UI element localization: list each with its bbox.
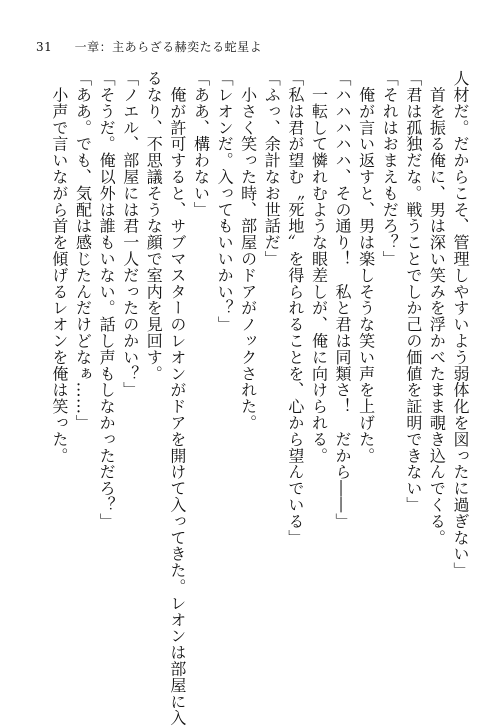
text-line: 一転して憐れむような眼差しが、俺に向けられる。: [309, 70, 329, 464]
text-line: 小さく笑った時、部屋のドアがノックされた。: [238, 70, 258, 431]
text-line: 「ふっ、余計なお世話だ」: [262, 70, 282, 267]
text-line: 「ノエル、部屋には君一人だったのかい？」: [120, 70, 140, 398]
text-line: るなり、不思議そうな顔で室内を見回す。: [144, 70, 164, 382]
text-line: 「君は孤独だな。戦うことでしか己の価値を証明できない」: [403, 70, 423, 513]
text-line: 小声で言いながら首を傾げるレオンを俺は笑った。: [49, 70, 69, 464]
text-line: 「私は君が望む〝死地〟を得られることを、心から望んでいる」: [285, 70, 305, 546]
text-line: 「それはおまえもだろ？」: [380, 70, 400, 267]
vertical-text-body: [32, 70, 472, 726]
text-line: 俺が許可すると、サブマスターのレオンがドアを開けて入ってきた。レオンは部屋に入: [167, 70, 187, 726]
text-line: 「レオンだ。入ってもいいかい？」: [215, 70, 235, 333]
text-line: 「ああ、構わない」: [191, 70, 211, 218]
chapter-title: 一章：主あらざる赫奕たる蛇星よ: [74, 40, 263, 54]
text-line: 「そうだ。俺以外は誰もいない。話し声もしなかっただろ？」: [97, 70, 117, 530]
text-line: 人材だ。だからこそ、管理しやすいよう弱体化を図ったに過ぎない」: [451, 70, 470, 579]
text-line: 「ハハハハハ、その通り！ 私と君は同類さ！ だから――」: [333, 70, 353, 530]
text-line: 「ああ。でも、気配は感じたんだけどなぁ……」: [73, 70, 93, 431]
running-header: [36, 38, 262, 55]
page-number: 31: [36, 40, 53, 54]
text-line: 首を振る俺に、男は深い笑みを浮かべたまま覗き込んでくる。: [427, 70, 447, 546]
text-line: 俺が言い返すと、男は楽しそうな笑い声を上げた。: [356, 70, 376, 464]
